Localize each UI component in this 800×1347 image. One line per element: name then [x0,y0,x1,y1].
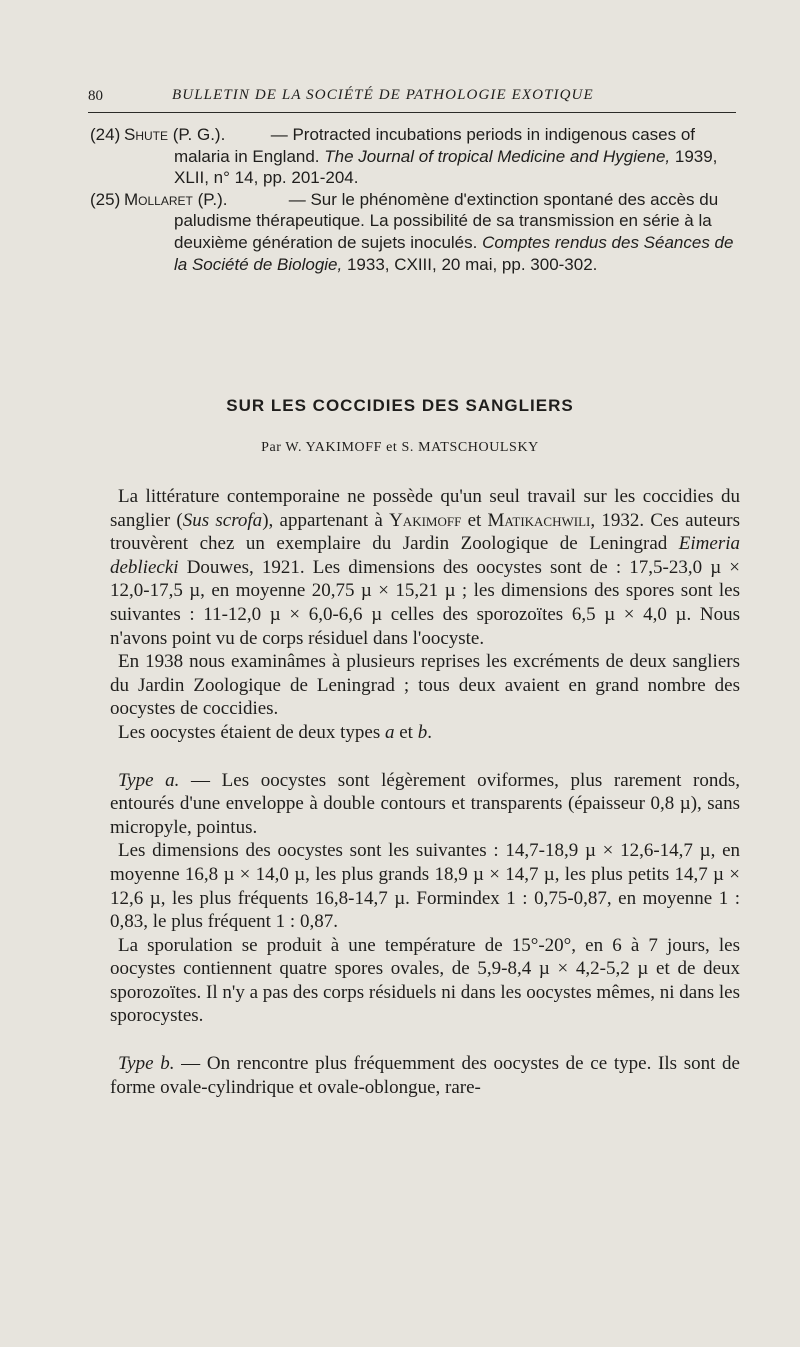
section-label: Type b. [118,1053,175,1075]
reference-details: 1933, CXIII, 20 mai, pp. 300-302. [342,254,598,274]
text-run: Les dimensions des oocystes sont les suivantes : 14,7-18,9 µ × 12,6-14,7 µ, en moyenne 16,8 µ × 14,0 µ, les plus grands 18,9 µ × 14,7 µ, les plus petits 14,7 µ × 12,6 µ, les plus fréquents 16,8-14,7 µ. Formindex 1 : 0,75-0,87, en moyenne 1 : 0,83, le plus fréquent 1 : 0,87. [110,840,740,933]
journal-title: BULLETIN DE LA SOCIÉTÉ DE PATHOLOGIE EXOTIQUE [172,87,594,103]
type-label: a [384,721,395,743]
reference-author: Mollaret (P.). [124,189,228,209]
paragraph-type-a [110,769,740,840]
text-run: , 1932. Ces auteurs trouvèrent chez un exemplaire du Jardin Zoologique de Leningrad [110,509,740,555]
paragraph-gap [110,1028,740,1052]
paragraph-gap [110,745,740,769]
paragraph-sporulation [110,934,740,1028]
paragraph-intro [110,485,740,650]
species-name: Eimeria debliecki [110,533,740,578]
author-name: Matikachwili [487,509,591,531]
author-name: Yakimoff [389,509,462,531]
paragraph-types [110,721,740,745]
running-header [88,82,736,113]
reference-journal: The Journal of tropical Medicine and Hygiene, [324,146,671,166]
article-byline: Par W. YAKIMOFF et S. MATSCHOULSKY [261,440,539,455]
reference-text: — Sur le phénomène d'extinction spontané des accès du paludisme thérapeutique. La possibilité de sa transmission en série à la deuxième génération de sujets inoculés. [174,189,719,252]
text-run: En 1938 nous examinâmes à plusieurs reprises les excréments de deux sangliers du Jardin Zoologique de Leningrad ; tous deux avaient en grand nombre des oocystes de coccidies. [110,651,740,720]
type-label: b [417,721,428,743]
reference-item [90,124,740,189]
text-run: Les oocystes étaient de deux types [118,721,385,743]
section-label: Type a. [118,769,180,791]
text-run: La littérature contemporaine ne possède qu'un seul travail sur les coccidies du sanglier ( [110,486,740,531]
text-run: ), appartenant à [262,509,390,531]
reference-text: — Protracted incubations periods in indigenous cases of malaria in England. [174,125,696,166]
text-run: . [427,721,432,743]
article-title: SUR LES COCCIDIES DES SANGLIERS [226,396,574,415]
reference-author: Shute (P. G.). [124,125,226,144]
reference-journal: Comptes rendus des Séances de la Société de Biologie, [174,232,734,274]
text-run: et [394,721,418,743]
paragraph-type-b [110,1052,740,1099]
text-run: — On rencontre plus fréquemment des oocystes de ce type. Ils sont de forme ovale-cylindrique et ovale-oblongue, rare- [110,1053,740,1098]
paragraph-dimensions [110,839,740,933]
species-name: Sus scrofa [182,509,263,531]
article-body [110,485,740,1099]
reference-details: 1939, XLII, n° 14, pp. 201-204. [174,146,718,188]
text-run: — Les oocystes sont légèrement oviformes, plus rarement ronds, entourés d'une enveloppe à double contours et transparents (épaisseur 0,8 µ), sans micropyle, pointus. [110,769,740,838]
page-number: 80 [88,88,103,104]
reference-number: (24) [90,125,121,144]
reference-list [90,124,740,275]
text-run: Douwes, 1921. Les dimensions des oocystes sont de : 17,5-23,0 µ × 12,0-17,5 µ, en moyenne 20,75 µ × 15,21 µ ; les dimensions des spores sont les suivantes : 11-12,0 µ × 6,0-6,6 µ celles des sporozoïtes 6,5 µ × 4,0 µ. Nous n'avons point vu de corps résiduel dans l'oocyste. [110,556,740,649]
text-run: et [461,509,488,531]
reference-item [90,189,740,275]
paragraph-examination [110,650,740,721]
text-run: La sporulation se produit à une température de 15°-20°, en 6 à 7 jours, les oocystes contiennent quatre spores ovales, de 5,9-8,4 µ × 4,2-5,2 µ et de deux sporozoïtes. Il n'y a pas des corps résiduels ni dans les oocystes mêmes, ni dans les sporocystes. [110,934,740,1027]
reference-number: (25) [90,189,121,209]
